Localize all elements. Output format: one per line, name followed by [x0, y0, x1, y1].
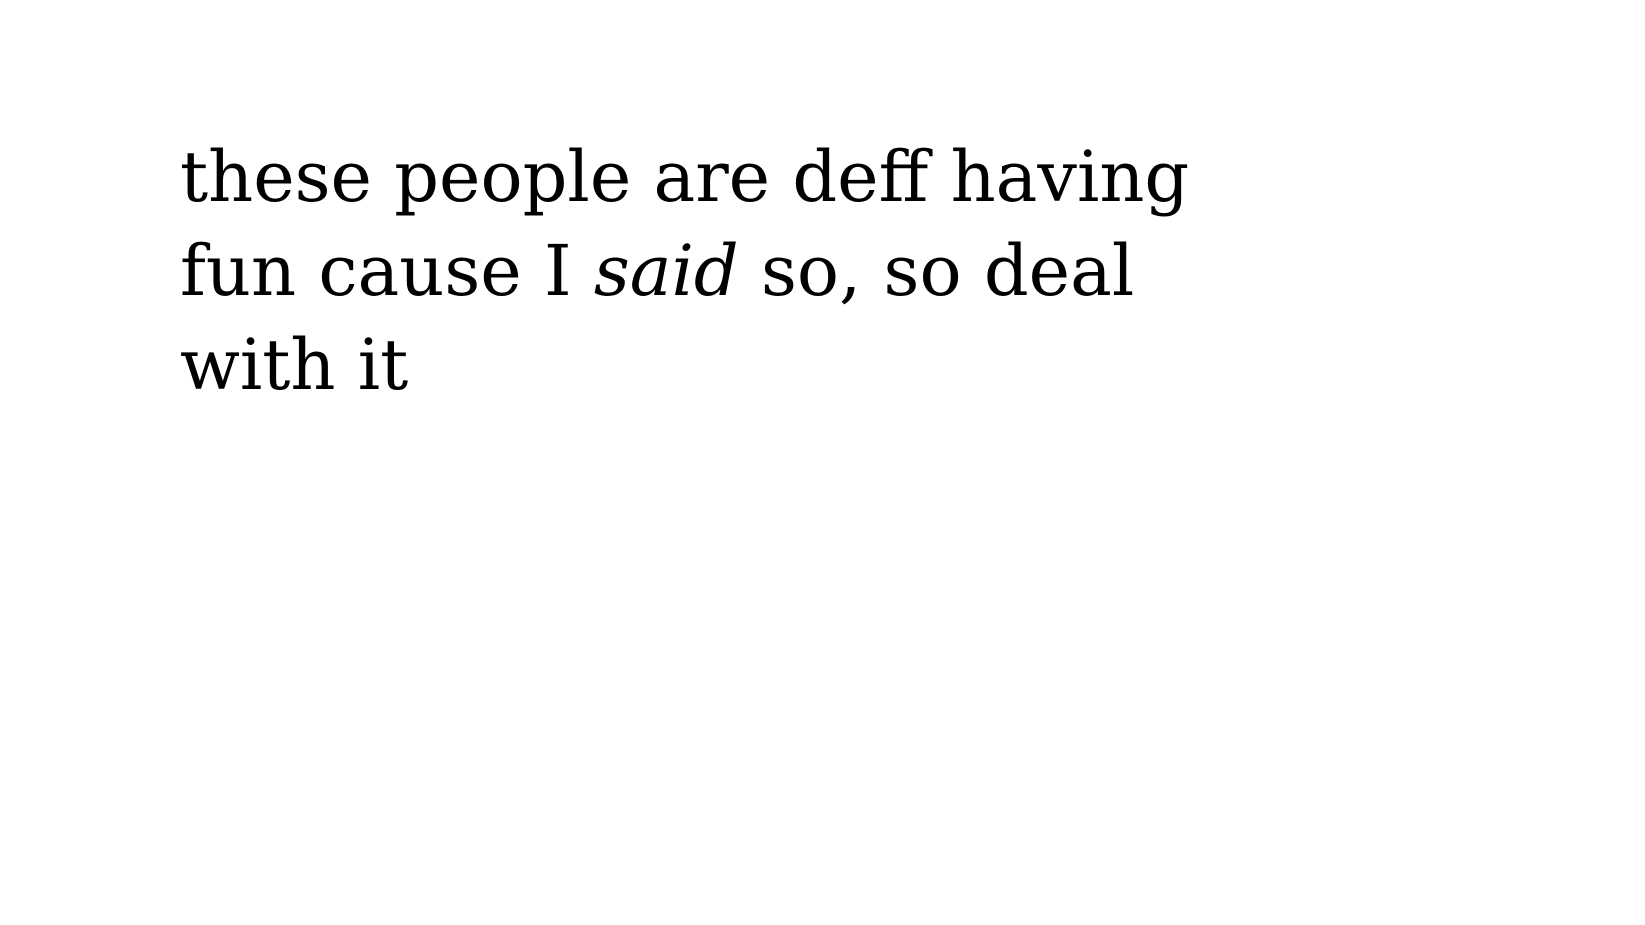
emphasized-word: said: [593, 230, 739, 312]
line-2-suffix: so, so deal: [738, 230, 1135, 312]
statement-line-1: these people are deff having: [180, 136, 1190, 218]
statement-paragraph: [180, 130, 1190, 412]
line-2-prefix: fun cause I: [180, 230, 594, 312]
statement-line-3: with it: [180, 324, 409, 406]
statement-line-2: [180, 224, 1180, 318]
